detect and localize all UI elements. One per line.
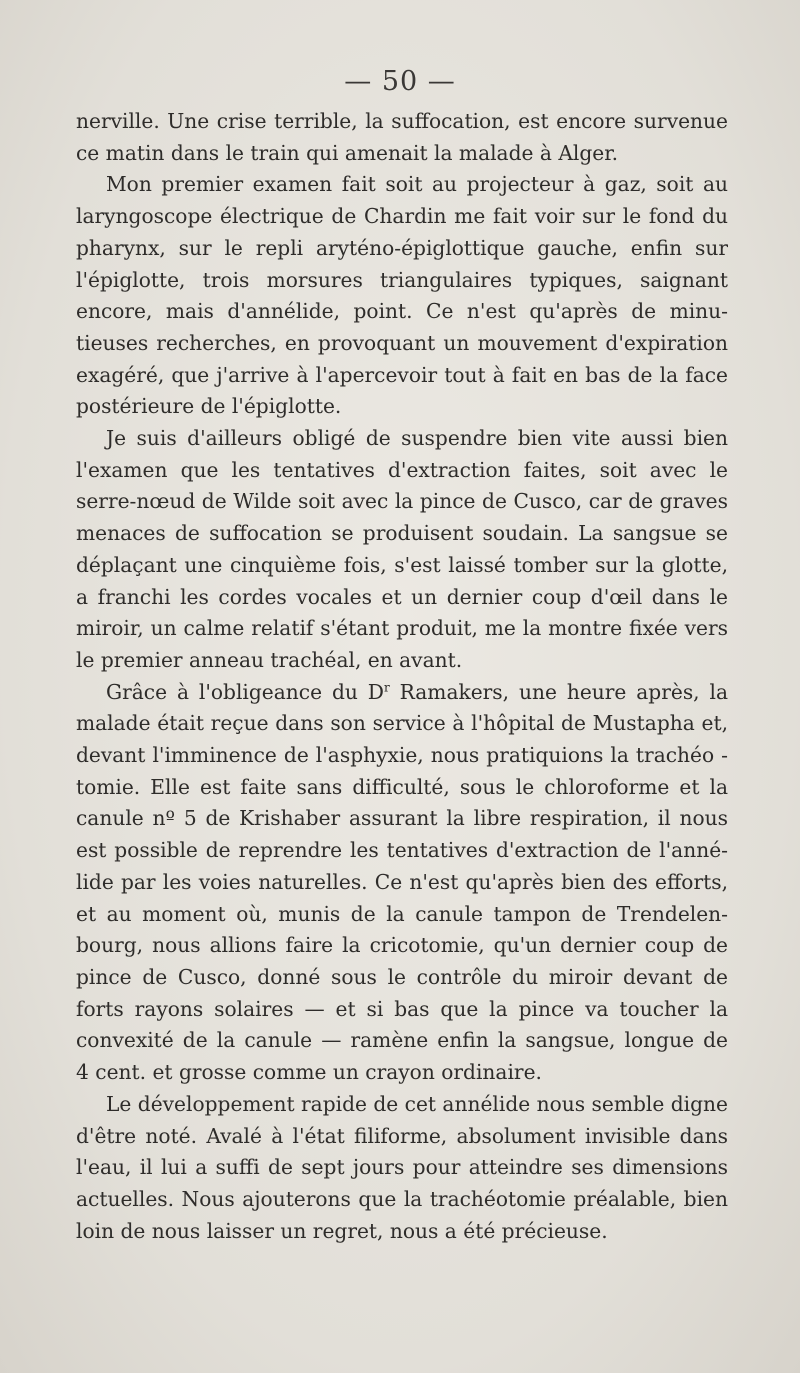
text-line: devant l'imminence de l'asphyxie, nous pratiquions la trachéo - [76, 743, 728, 768]
text-line: 4 cent. et grosse comme un crayon ordinaire. [76, 1060, 542, 1085]
text-line: miroir, un calme relatif s'étant produit, me la montre fixée vers [76, 616, 728, 641]
text-line: l'épiglotte, trois morsures triangulaires typiques, saignant [76, 267, 728, 292]
text-line: pince de Cusco, donné sous le contrôle du miroir devant de [76, 964, 728, 989]
text-line: tomie. Elle est faite sans difficulté, sous le chloroforme et la [76, 774, 728, 799]
text-line: Je suis d'ailleurs obligé de suspendre bien vite aussi bien [106, 426, 728, 451]
text-line: déplaçant une cinquième fois, s'est laissé tomber sur la glotte, [76, 552, 728, 577]
text-line: l'eau, il lui a suffi de sept jours pour atteindre ses dimensions [76, 1155, 728, 1180]
text-line: l'examen que les tentatives d'extraction faites, soit avec le [76, 457, 728, 482]
page-number: — 50 — [344, 66, 456, 97]
text-line: lide par les voies naturelles. Ce n'est qu'après bien des efforts, [76, 869, 728, 894]
text-line: actuelles. Nous ajouterons que la trachéotomie préalable, bien [76, 1186, 728, 1211]
text-line: forts rayons solaires — et si bas que la pince va toucher la [76, 996, 728, 1021]
text-line: a franchi les cordes vocales et un dernier coup d'œil dans le [76, 584, 728, 609]
paragraph-2 [76, 169, 728, 423]
text-line [76, 677, 728, 709]
superscript: r [383, 679, 390, 694]
text-line: d'être noté. Avalé à l'état filiforme, absolument invisible dans [76, 1123, 728, 1148]
paragraph-4 [76, 677, 728, 1089]
text-line: convexité de la canule — ramène enfin la sangsue, longue de [76, 1028, 728, 1053]
text-line: menaces de suffocation se produisent soudain. La sangsue se [76, 521, 728, 546]
text-line: postérieure de l'épiglotte. [76, 394, 342, 419]
paragraph-1 [76, 106, 728, 169]
text-line: laryngoscope électrique de Chardin me fait voir sur le fond du [76, 204, 728, 229]
text-line: serre-nœud de Wilde soit avec la pince de Cusco, car de graves [76, 489, 728, 514]
paragraph-5 [76, 1089, 728, 1248]
text-line: est possible de reprendre les tentatives d'extraction de l'anné- [76, 838, 728, 863]
text-line: le premier anneau trachéal, en avant. [76, 647, 463, 672]
text-line: Le développement rapide de cet annélide nous semble digne [106, 1091, 728, 1116]
text-line: exagéré, que j'arrive à l'apercevoir tout à fait en bas de la face [76, 362, 728, 387]
text-line: malade était reçue dans son service à l'hôpital de Mustapha et, [76, 711, 728, 736]
text-line: encore, mais d'annélide, point. Ce n'est qu'après de minu- [76, 299, 728, 324]
text-fragment: Ramakers, une heure après, la [389, 679, 728, 704]
text-line: ce matin dans le train qui amenait la malade à Alger. [76, 140, 619, 165]
text-fragment: Grâce à l'obligeance du D [106, 679, 384, 704]
text-line: et au moment où, munis de la canule tampon de Trendelen- [76, 901, 728, 926]
text-line: loin de nous laisser un regret, nous a été précieuse. [76, 1218, 608, 1243]
text-line: bourg, nous allions faire la cricotomie, qu'un dernier coup de [76, 933, 728, 958]
paragraph-3 [76, 423, 728, 677]
text-line: canule nº 5 de Krishaber assurant la libre respiration, il nous [76, 806, 728, 831]
text-line: nerville. Une crise terrible, la suffocation, est encore survenue [76, 109, 728, 133]
text-line: pharynx, sur le repli aryténo-épiglottique gauche, enfin sur [76, 235, 728, 260]
text-line: tieuses recherches, en provoquant un mouvement d'expiration [76, 330, 728, 355]
body-text [76, 106, 728, 1247]
text-line: Mon premier examen fait soit au projecteur à gaz, soit au [106, 172, 728, 197]
